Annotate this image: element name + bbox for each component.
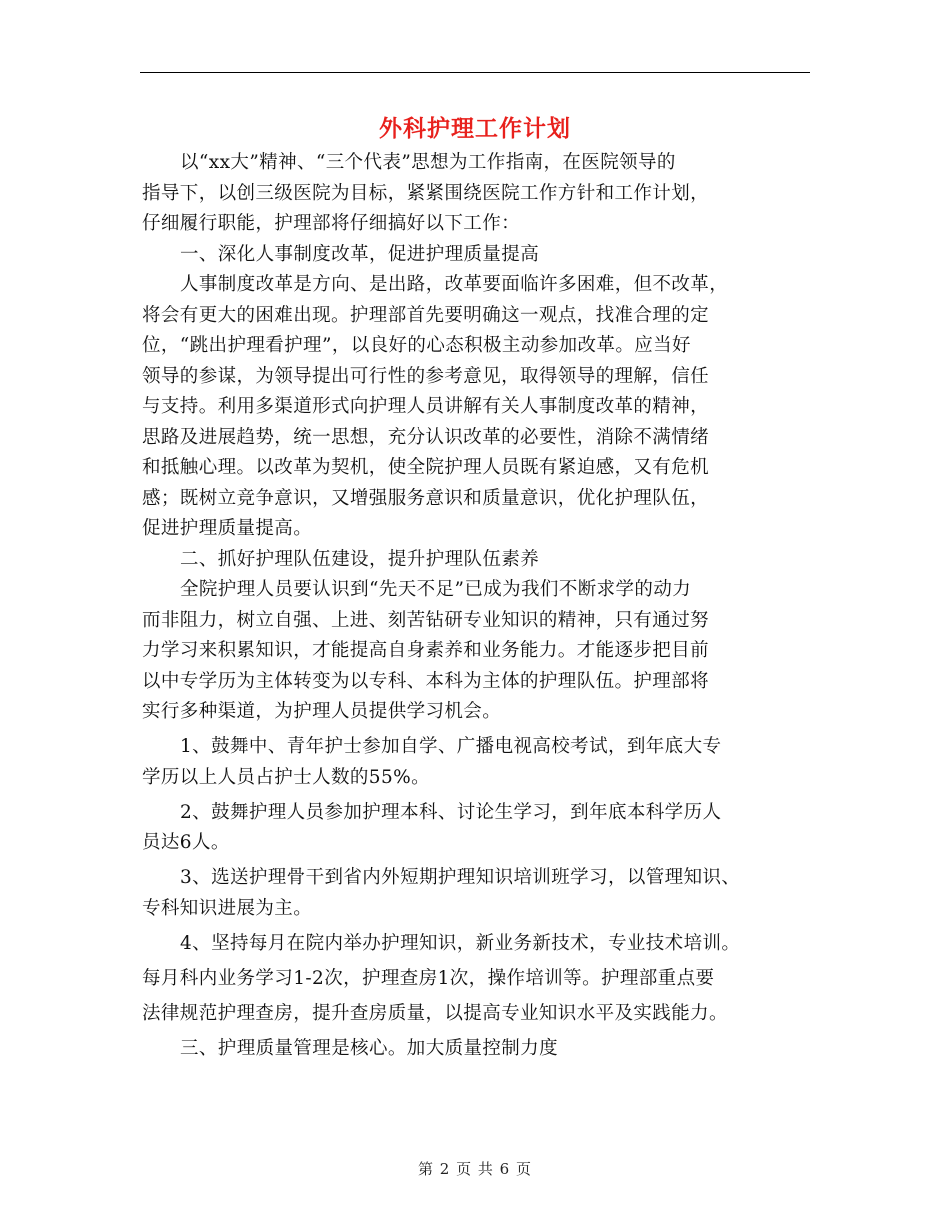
text-line: 领导的参谋，为领导提出可行性的参考意见，取得领导的理解，信任	[142, 365, 710, 387]
text-line: 将会有更大的困难出现。护理部首先要明确这一观点，找准合理的定	[142, 304, 710, 326]
text-line: 仔细履行职能，护理部将仔细搞好以下工作：	[142, 213, 521, 234]
text-line: 感；既树立竞争意识，又增强服务意识和质量意识，优化护理队伍，	[142, 487, 710, 509]
text-line: 学历以上人员占护士人数的55%。	[142, 766, 431, 788]
text-line: 1、鼓舞中、青年护士参加自学、广播电视高校考试，到年底大专	[180, 736, 722, 757]
text-line: 法律规范护理查房，提升查房质量，以提高专业知识水平及实践能力。	[142, 1002, 728, 1024]
text-line: 位，“跳出护理看护理”，以良好的心态积极主动参加改革。应当好	[142, 335, 691, 356]
page-number: 第 2 页 共 6 页	[418, 1160, 532, 1178]
text-line: 和抵触心理。以改革为契机，使全院护理人员既有紧迫感，又有危机	[142, 457, 710, 478]
text-line: 三、护理质量管理是核心。加大质量控制力度	[180, 1037, 559, 1059]
text-line: 专科知识进展为主。	[142, 897, 313, 919]
document-title: 外科护理工作计划	[379, 115, 571, 142]
text-line: 力学习来积累知识，才能提高自身素养和业务能力。才能逐步把目前	[142, 640, 710, 661]
header-rule	[140, 72, 810, 73]
text-line: 一、深化人事制度改革，促进护理质量提高	[180, 243, 540, 265]
text-line: 而非阻力，树立自强、上进、刻苦钻研专业知识的精神，只有通过努	[142, 609, 710, 631]
text-line: 指导下，以创三级医院为目标，紧紧围绕医院工作方针和工作计划，	[142, 182, 710, 204]
text-line: 促进护理质量提高。	[142, 518, 313, 539]
text-line: 思路及进展趋势，统一思想，充分认识改革的必要性，消除不满情绪	[142, 426, 710, 448]
text-line: 人事制度改革是方向、是出路，改革要面临许多困难，但不改革，	[180, 274, 729, 295]
text-line: 实行多种渠道，为护理人员提供学习机会。	[142, 701, 502, 722]
document-body	[142, 148, 812, 1064]
text-line: 二、抓好护理队伍建设，提升护理队伍素养	[180, 548, 540, 570]
text-line: 全院护理人员要认识到“先天不足”已成为我们不断求学的动力	[180, 579, 692, 600]
text-line: 每月科内业务学习1-2次，护理查房1次，操作培训等。护理部重点要	[142, 967, 715, 989]
text-line: 与支持。利用多渠道形式向护理人员讲解有关人事制度改革的精神，	[142, 396, 710, 417]
text-line: 3、选送护理骨干到省内外短期护理知识培训班学习，以管理知识、	[180, 867, 741, 888]
text-line: 以“xx大”精神、“三个代表”思想为工作指南，在医院领导的	[180, 152, 676, 173]
text-line: 员达6人。	[142, 832, 230, 853]
text-line: 2、鼓舞护理人员参加护理本科、讨论生学习，到年底本科学历人	[180, 801, 722, 823]
text-line: 以中专学历为主体转变为以专科、本科为主体的护理队伍。护理部将	[142, 670, 710, 692]
text-line: 4、坚持每月在院内举办护理知识，新业务新技术，专业技术培训。	[180, 932, 741, 954]
